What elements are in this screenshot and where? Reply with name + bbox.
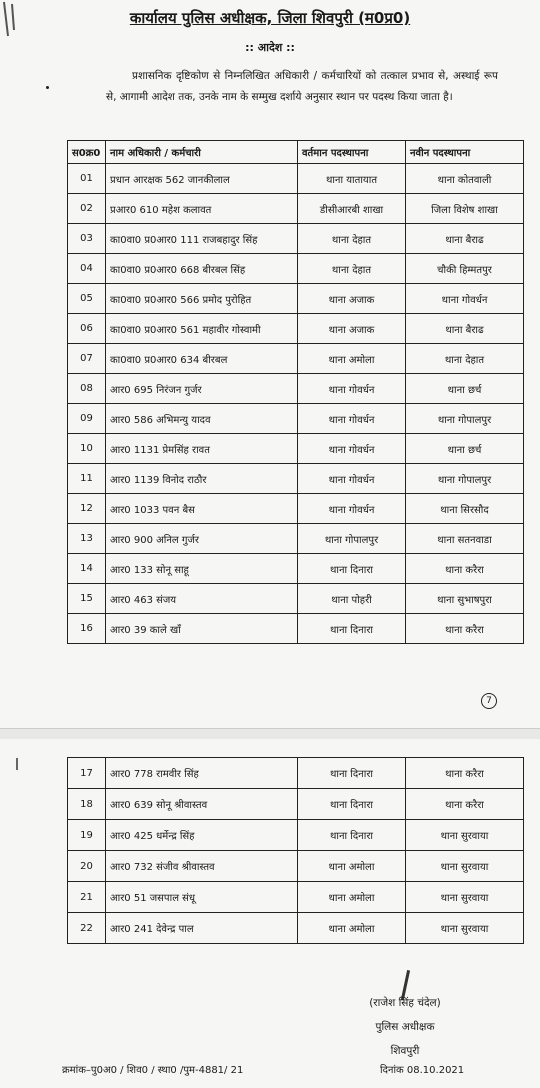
office-title: कार्यालय पुलिस अधीक्षक, जिला शिवपुरी (म0प्र0) bbox=[129, 9, 411, 27]
name-cell: का0वा0 प्र0आर0 668 बीरबल सिंह bbox=[106, 254, 298, 284]
serial-cell: 21 bbox=[68, 882, 106, 913]
current-posting-cell: थाना गोवर्धन bbox=[298, 404, 406, 434]
current-posting-cell: थाना गोवर्धन bbox=[298, 464, 406, 494]
serial-cell: 09 bbox=[68, 404, 106, 434]
new-posting-cell: थाना सिरसौद bbox=[406, 494, 524, 524]
name-cell: आर0 732 संजीव श्रीवास्तव bbox=[106, 851, 298, 882]
new-posting-cell: थाना करैरा bbox=[406, 614, 524, 644]
serial-cell: 11 bbox=[68, 464, 106, 494]
margin-mark bbox=[16, 758, 18, 770]
table-row bbox=[68, 314, 524, 344]
new-posting-cell: थाना छर्च bbox=[406, 434, 524, 464]
serial-cell: 07 bbox=[68, 344, 106, 374]
serial-cell: 01 bbox=[68, 164, 106, 194]
serial-cell: 06 bbox=[68, 314, 106, 344]
name-cell: आर0 463 संजय bbox=[106, 584, 298, 614]
name-cell: प्रधान आरक्षक 562 जानकीलाल bbox=[106, 164, 298, 194]
new-posting-cell: थाना देहात bbox=[406, 344, 524, 374]
new-posting-cell: थाना सुरवाया bbox=[406, 851, 524, 882]
table-row bbox=[68, 434, 524, 464]
name-cell: आर0 639 सोनू श्रीवास्तव bbox=[106, 789, 298, 820]
table-row bbox=[68, 224, 524, 254]
page-number-mark: 7 bbox=[481, 693, 497, 709]
serial-cell: 15 bbox=[68, 584, 106, 614]
name-cell: आर0 1131 प्रेमसिंह रावत bbox=[106, 434, 298, 464]
table-row bbox=[68, 404, 524, 434]
new-posting-cell: थाना सुरवाया bbox=[406, 913, 524, 944]
current-posting-cell: थाना अजाक bbox=[298, 284, 406, 314]
new-posting-cell: थाना सुरवाया bbox=[406, 820, 524, 851]
name-cell: का0वा0 प्र0आर0 111 राजबहादुर सिंह bbox=[106, 224, 298, 254]
current-posting-cell: थाना गोवर्धन bbox=[298, 494, 406, 524]
table-row bbox=[68, 882, 524, 913]
table-row bbox=[68, 494, 524, 524]
table-row bbox=[68, 254, 524, 284]
serial-cell: 20 bbox=[68, 851, 106, 882]
dot-mark bbox=[46, 86, 49, 89]
current-posting-cell: थाना दिनारा bbox=[298, 789, 406, 820]
new-posting-cell: थाना सुभाषपुरा bbox=[406, 584, 524, 614]
name-cell: आर0 241 देवेन्द्र पाल bbox=[106, 913, 298, 944]
serial-cell: 22 bbox=[68, 913, 106, 944]
current-posting-cell: थाना देहात bbox=[298, 254, 406, 284]
name-cell: आर0 695 निरंजन गुर्जर bbox=[106, 374, 298, 404]
column-header-serial: स0क्र0 bbox=[68, 141, 106, 164]
new-posting-cell: थाना गोवर्धन bbox=[406, 284, 524, 314]
new-posting-cell: थाना गोपालपुर bbox=[406, 464, 524, 494]
new-posting-cell: थाना बैराढ bbox=[406, 224, 524, 254]
order-intro: प्रशासनिक दृष्टिकोण से निम्नलिखित अधिकारी / कर्मचारियों को तत्काल प्रभाव से, अस्थाई रूप से, आगामी आदेश तक, उनके नाम के सम्मुख दर्शाये अनुसार स्थान पर पदस्थ किया जाता है। bbox=[106, 70, 498, 103]
serial-cell: 19 bbox=[68, 820, 106, 851]
current-posting-cell: थाना गोवर्धन bbox=[298, 374, 406, 404]
current-posting-cell: थाना गोपालपुर bbox=[298, 524, 406, 554]
table-row bbox=[68, 584, 524, 614]
table-row bbox=[68, 913, 524, 944]
name-cell: आर0 900 अनिल गुर्जर bbox=[106, 524, 298, 554]
new-posting-cell: थाना करैरा bbox=[406, 554, 524, 584]
order-number: क्रमांक–पु0अ0 / शिव0 / स्था0 /पुम-4881/ 21 bbox=[62, 1065, 244, 1076]
name-cell: आर0 51 जसपाल संधू bbox=[106, 882, 298, 913]
table-row bbox=[68, 344, 524, 374]
serial-cell: 05 bbox=[68, 284, 106, 314]
current-posting-cell: थाना देहात bbox=[298, 224, 406, 254]
new-posting-cell: थाना गोपालपुर bbox=[406, 404, 524, 434]
name-cell: का0वा0 प्र0आर0 634 बीरबल bbox=[106, 344, 298, 374]
column-header-name: नाम अधिकारी / कर्मचारी bbox=[106, 141, 298, 164]
table-header-row bbox=[68, 141, 524, 164]
name-cell: आर0 425 धर्मेन्द्र सिंह bbox=[106, 820, 298, 851]
current-posting-cell: थाना यातायात bbox=[298, 164, 406, 194]
name-cell: आर0 1139 विनोद राठौर bbox=[106, 464, 298, 494]
new-posting-cell: थाना कोतवाली bbox=[406, 164, 524, 194]
transfer-table-part2 bbox=[67, 757, 524, 944]
new-posting-cell: थाना करैरा bbox=[406, 789, 524, 820]
signatory-designation: पुलिस अधीक्षक bbox=[375, 1021, 435, 1033]
name-cell: आर0 586 अभिमन्यु यादव bbox=[106, 404, 298, 434]
current-posting-cell: थाना अमोला bbox=[298, 913, 406, 944]
serial-cell: 10 bbox=[68, 434, 106, 464]
table-row bbox=[68, 851, 524, 882]
current-posting-cell: थाना अमोला bbox=[298, 851, 406, 882]
new-posting-cell: थाना करैरा bbox=[406, 758, 524, 789]
new-posting-cell: थाना सुरवाया bbox=[406, 882, 524, 913]
serial-cell: 04 bbox=[68, 254, 106, 284]
name-cell: का0वा0 प्र0आर0 566 प्रमोद पुरोहित bbox=[106, 284, 298, 314]
current-posting-cell: थाना दिनारा bbox=[298, 758, 406, 789]
new-posting-cell: चौकी हिम्मतपुर bbox=[406, 254, 524, 284]
signatory-location: शिवपुरी bbox=[390, 1045, 420, 1057]
current-posting-cell: थाना दिनारा bbox=[298, 554, 406, 584]
name-cell: आर0 1033 पवन बैस bbox=[106, 494, 298, 524]
current-posting-cell: थाना दिनारा bbox=[298, 820, 406, 851]
table-row bbox=[68, 164, 524, 194]
column-header-new-posting: नवीन पदस्थापना bbox=[406, 141, 524, 164]
table-row bbox=[68, 524, 524, 554]
table-row bbox=[68, 194, 524, 224]
serial-cell: 14 bbox=[68, 554, 106, 584]
table-row bbox=[68, 614, 524, 644]
name-cell: आर0 39 काले खाँ bbox=[106, 614, 298, 644]
table-row bbox=[68, 464, 524, 494]
serial-cell: 02 bbox=[68, 194, 106, 224]
table-row bbox=[68, 820, 524, 851]
column-header-current-posting: वर्तमान पदस्थापना bbox=[298, 141, 406, 164]
new-posting-cell: थाना छर्च bbox=[406, 374, 524, 404]
serial-cell: 18 bbox=[68, 789, 106, 820]
table-row bbox=[68, 374, 524, 404]
name-cell: का0वा0 प्र0आर0 561 महावीर गोस्वामी bbox=[106, 314, 298, 344]
current-posting-cell: थाना अजाक bbox=[298, 314, 406, 344]
serial-cell: 16 bbox=[68, 614, 106, 644]
table-row bbox=[68, 758, 524, 789]
new-posting-cell: थाना बैराढ bbox=[406, 314, 524, 344]
serial-cell: 13 bbox=[68, 524, 106, 554]
signatory-name: (राजेश सिंह चंदेल) bbox=[369, 997, 441, 1009]
page-gap bbox=[0, 728, 540, 739]
serial-cell: 03 bbox=[68, 224, 106, 254]
order-date: दिनांक 08.10.2021 bbox=[380, 1065, 465, 1076]
serial-cell: 12 bbox=[68, 494, 106, 524]
new-posting-cell: जिला विशेष शाखा bbox=[406, 194, 524, 224]
current-posting-cell: थाना अमोला bbox=[298, 882, 406, 913]
name-cell: आर0 778 रामवीर सिंह bbox=[106, 758, 298, 789]
current-posting-cell: थाना अमोला bbox=[298, 344, 406, 374]
table-row bbox=[68, 554, 524, 584]
current-posting-cell: थाना गोवर्धन bbox=[298, 434, 406, 464]
serial-cell: 08 bbox=[68, 374, 106, 404]
current-posting-cell: थाना दिनारा bbox=[298, 614, 406, 644]
new-posting-cell: थाना सतनवाडा bbox=[406, 524, 524, 554]
table-row bbox=[68, 284, 524, 314]
transfer-table-part1 bbox=[67, 140, 524, 644]
current-posting-cell: डीसीआरबी शाखा bbox=[298, 194, 406, 224]
table-row bbox=[68, 789, 524, 820]
current-posting-cell: थाना पोहरी bbox=[298, 584, 406, 614]
name-cell: आर0 133 सोनू साहू bbox=[106, 554, 298, 584]
name-cell: प्रआर0 610 महेश कलावत bbox=[106, 194, 298, 224]
serial-cell: 17 bbox=[68, 758, 106, 789]
order-heading: :: आदेश :: bbox=[245, 41, 295, 54]
